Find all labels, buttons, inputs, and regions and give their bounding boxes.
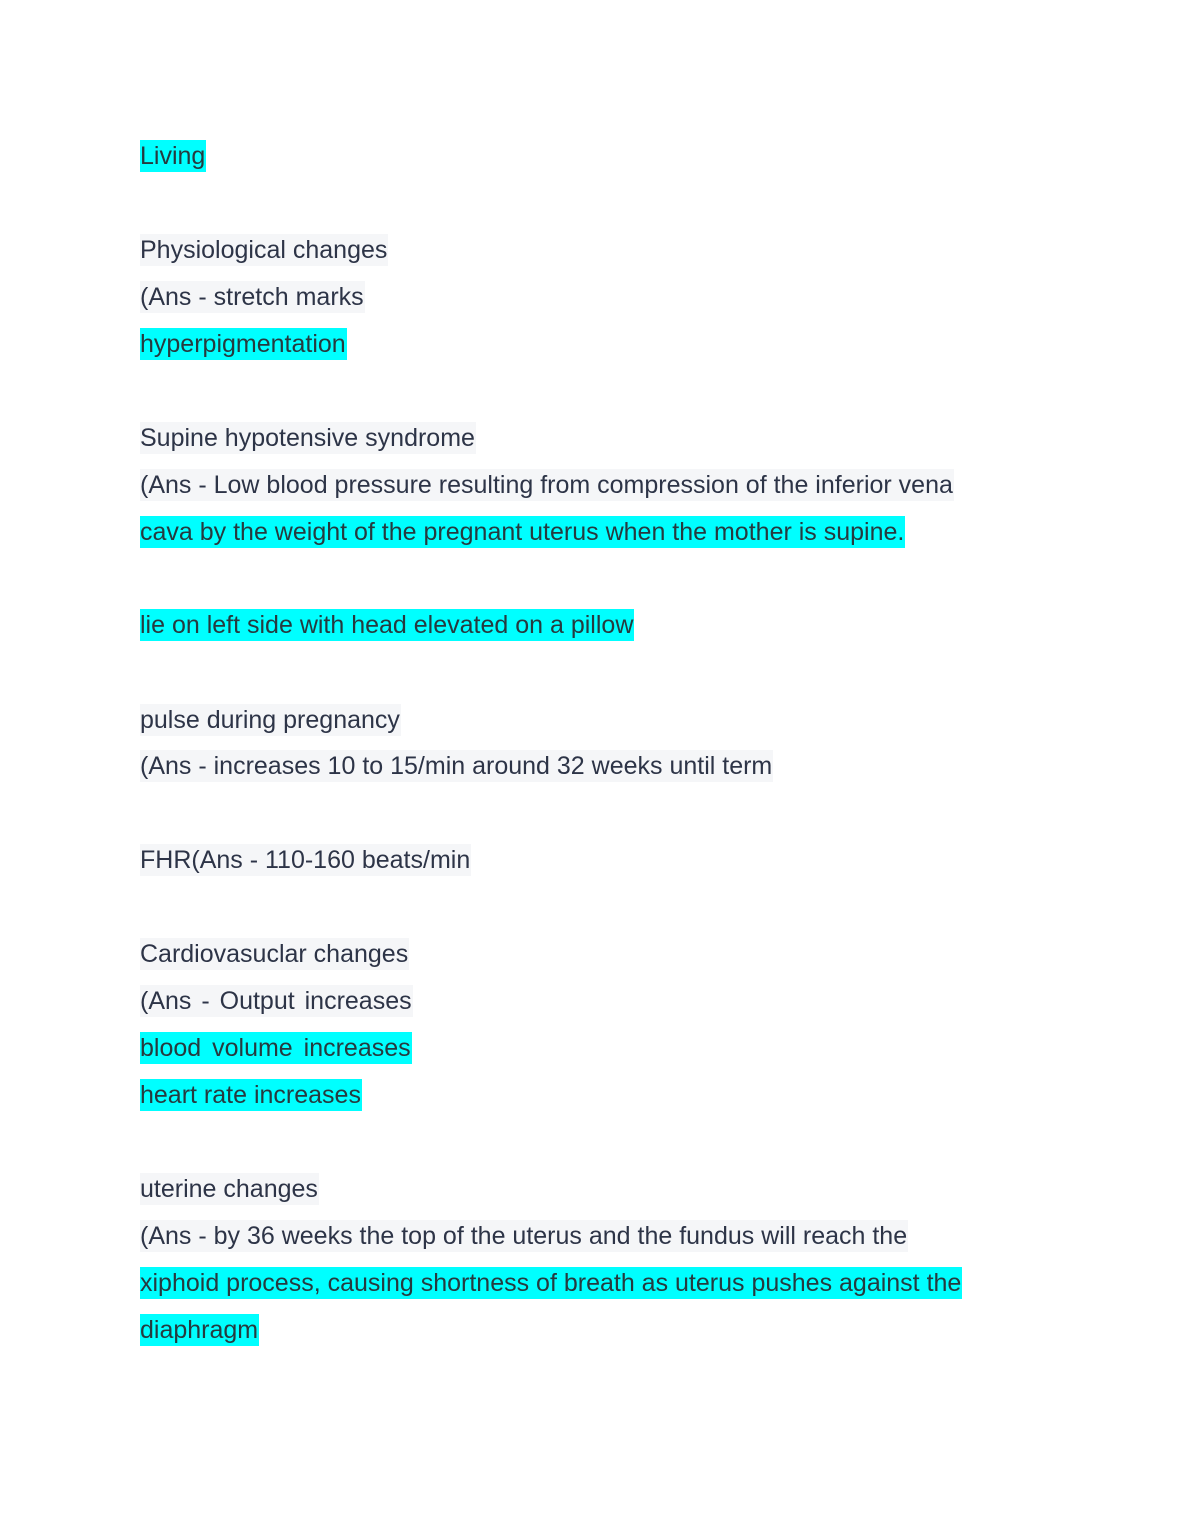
text-line: lie on left side with head elevated on a pillow [140, 611, 634, 639]
text-line: (Ans - Output increases [140, 987, 412, 1015]
text-line: xiphoid process, causing shortness of breath as uterus pushes against the [140, 1269, 962, 1297]
text-line: Physiological changes [140, 236, 388, 264]
text-line: FHR(Ans - 110-160 beats/min [140, 846, 471, 874]
text-line: uterine changes [140, 1175, 318, 1203]
text-line: Supine hypotensive syndrome [140, 424, 475, 452]
text-line: (Ans - increases 10 to 15/min around 32 weeks until term [140, 752, 773, 780]
text-line: diaphragm [140, 1316, 259, 1344]
text-line: hyperpigmentation [140, 330, 346, 358]
text-line: cava by the weight of the pregnant uterus when the mother is supine. [140, 518, 905, 546]
text-line: (Ans - stretch marks [140, 283, 364, 311]
text-line: Cardiovasuclar changes [140, 940, 409, 968]
text-line: heart rate increases [140, 1081, 361, 1109]
text-line: (Ans - by 36 weeks the top of the uterus and the fundus will reach the [140, 1222, 908, 1250]
text-line: Living [140, 142, 206, 170]
text-line: blood volume increases [140, 1034, 411, 1062]
text-line: pulse during pregnancy [140, 706, 400, 734]
text-line: (Ans - Low blood pressure resulting from compression of the inferior vena [140, 471, 953, 499]
